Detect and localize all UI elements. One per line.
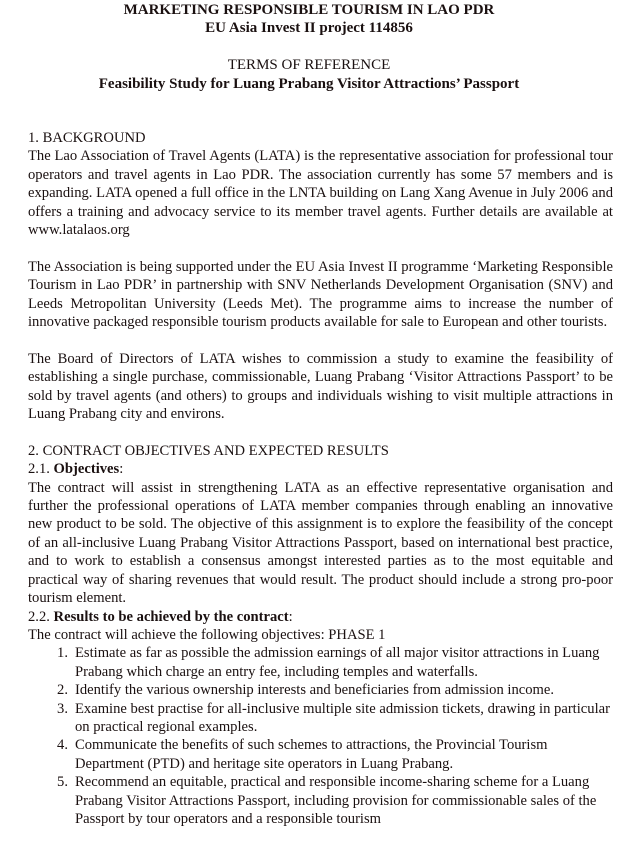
background-paragraph-3: The Board of Directors of LATA wishes to commission a study to examine the feasibility of establishing a single purchase, commissionable, Luang Prabang ‘Visitor Attractions Passport’ to be sold by travel agents (and others) to groups and individuals wishing to visit multiple attractions in Luang Prabang city and environs. (28, 350, 613, 423)
list-text: Examine best practise for all-inclusive multiple site admission tickets, drawing in particular on practical regional examples. (75, 700, 610, 735)
document-type: TERMS OF REFERENCE (227, 57, 391, 73)
subsection-suffix: : (119, 461, 124, 478)
list-item (57, 736, 613, 773)
document-subject: Feasibility Study for Luang Prabang Visitor Attractions’ Passport (98, 76, 520, 92)
background-paragraph-2: The Association is being supported under the EU Asia Invest II programme ‘Marketing Responsible Tourism in Lao PDR’ in partnership with SNV Netherlands Development Organisation (SNV) and Leeds Metropolitan University (Leeds Met). The programme aims to increase the number of innovative packaged responsible tourism products available for sale to European and other tourists. (28, 258, 613, 331)
list-item (57, 681, 613, 699)
list-number: 1. (57, 645, 68, 662)
background-paragraph-1: The Lao Association of Travel Agents (LATA) is the representative association for professional tour operators and travel agents in Lao PDR. The association currently has some 57 members and is expanding. LATA opened a full office in the LNTA building on Lang Xang Avenue in July 2006 and offers a training and advocacy service to its member travel agents. Further details are available at www.latalaos.org (28, 148, 613, 239)
objectives-paragraph: The contract will assist in strengthening LATA as an effective representative organisation and further the professional operations of LATA member companies through enabling an innovative new product to be sold. The objective of this assignment is to explore the feasibility of the concept of an all-inclusive Luang Prabang Visitor Attractions Passport, based on international best practice, and to work to establish a consensus amongst interested parties as to the most equitable and practical way of sharing revenues that would result. The product should include a strong pro-poor tourism element. (28, 479, 613, 607)
project-reference: EU Asia Invest II project 114856 (205, 20, 413, 36)
results-list (28, 644, 613, 828)
list-item (57, 700, 613, 737)
results-intro: The contract will achieve the following objectives: PHASE 1 (28, 626, 386, 643)
subsection-suffix: : (288, 608, 293, 625)
section-heading-contract: 2. CONTRACT OBJECTIVES AND EXPECTED RESULTS (28, 442, 389, 459)
background-section (28, 129, 613, 828)
list-text: Communicate the benefits of such schemes to attractions, the Provincial Tourism Department (PTD) and heritage site operators in Luang Prabang. (75, 737, 548, 772)
list-number: 2. (57, 682, 68, 699)
subsection-label: Results to be achieved by the contract (53, 608, 289, 625)
list-text: Recommend an equitable, practical and responsible income-sharing scheme for a Luang Prabang Visitor Attractions Passport, including provision for commissionable sales of the Passport by tour operators and a responsible tourism (75, 774, 597, 827)
section-heading-background: 1. BACKGROUND (28, 130, 146, 146)
list-number: 4. (57, 737, 68, 754)
list-text: Identify the various ownership interests and beneficiaries from admission income. (75, 682, 555, 699)
document-title: MARKETING RESPONSIBLE TOURISM IN LAO PDR (123, 2, 495, 18)
list-text: Estimate as far as possible the admission earnings of all major visitor attractions in Luang Prabang which charge an entry fee, including temples and waterfalls. (75, 645, 600, 680)
subsection-results (28, 608, 613, 626)
list-number: 3. (57, 700, 68, 717)
list-item (57, 773, 613, 828)
subsection-objectives (28, 460, 613, 478)
subsection-number: 2.2. (28, 608, 54, 625)
list-item (57, 644, 613, 681)
subsection-label: Objectives (53, 461, 120, 478)
subsection-number: 2.1. (28, 461, 54, 478)
list-number: 5. (57, 774, 68, 791)
